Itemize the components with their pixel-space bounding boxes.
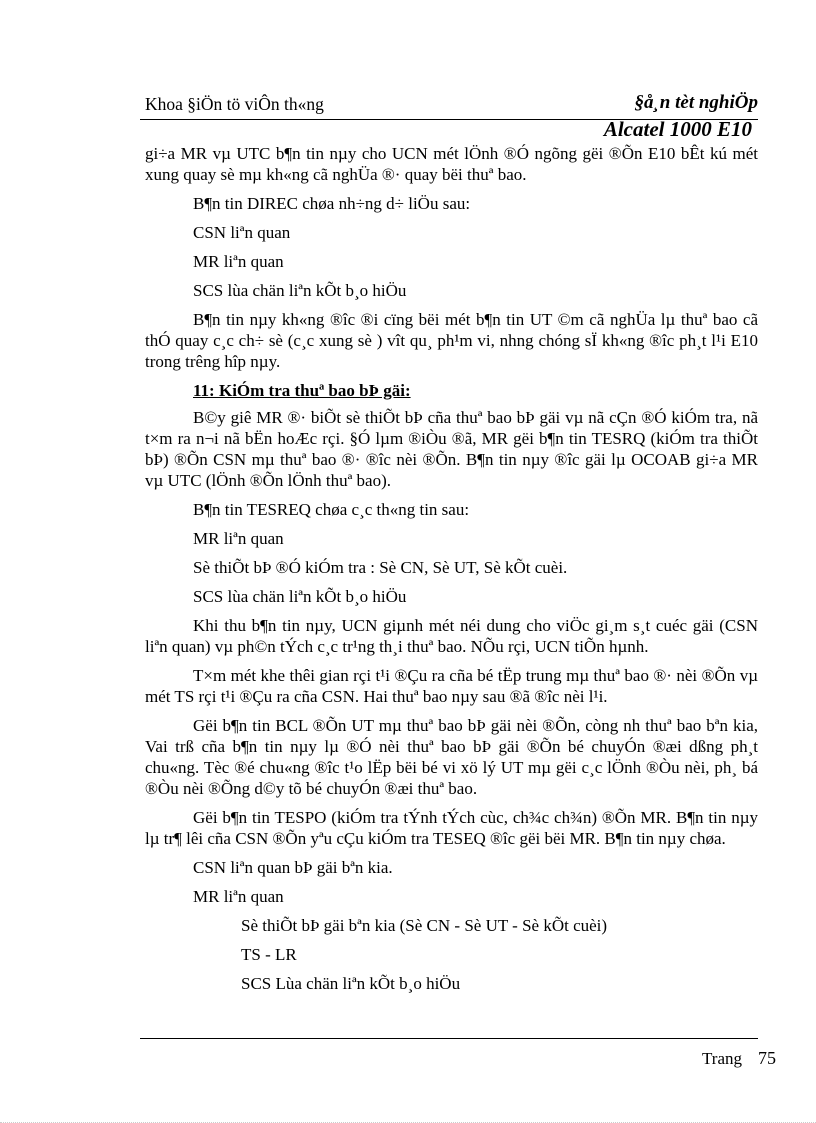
paragraph: SCS lùa chän liªn kÕt b¸o hiÖu [193, 587, 407, 606]
paragraph: SCS Lùa chän liªn kÕt b¸o hiÖu [241, 974, 461, 993]
paragraph: Sè thiÕt bÞ ®Ó kiÓm tra : Sè CN, Sè UT, Sè kÕt cuèi. [193, 558, 568, 577]
footer [702, 1048, 776, 1069]
paragraph: Khi thu b¶n tin nµy, UCN giµnh mét néi dung cho viÖc gi¸m s¸t cuéc gäi (CSN liªn quan) vµ ph©n tÝch c¸c tr¹ng th¸i thuª bao. NÕu rçi, UCN tiÕn hµnh. [145, 616, 758, 656]
paragraph: Gëi b¶n tin TESPO (kiÓm tra tÝnh tÝch cùc, ch¾c ch¾n) ®Õn MR. B¶n tin nµy lµ tr¶ lêi cña CSN ®Õn yªu cÇu kiÓm tra TESEQ ®îc gëi bëi MR. B¶n tin nµy chøa. [145, 808, 758, 848]
paragraph: CSN liªn quan bÞ gäi bªn kia. [193, 858, 393, 877]
paragraph: MR liªn quan [193, 252, 284, 271]
paragraph: SCS lùa chän liªn kÕt b¸o hiÖu [193, 281, 407, 300]
paragraph: B¶n tin TESREQ chøa c¸c th«ng tin sau: [193, 500, 470, 519]
header-rule [140, 119, 758, 120]
footer-page-number: 75 [758, 1048, 776, 1068]
paragraph: MR liªn quan [193, 529, 284, 548]
paragraph: B¶n tin DIREC chøa nh÷ng d÷ liÖu sau: [193, 194, 471, 213]
paragraph: TS - LR [241, 945, 297, 964]
header-subtitle: Alcatel 1000 E10 [603, 117, 752, 141]
paragraph: Gëi b¶n tin BCL ®Õn UT mµ thuª bao bÞ gäi nèi ®Õn, còng nh thuª bao bªn kia, Vai trß cña b¶n tin nµy lµ ®Ó nèi thuª bao bÞ gäi ®Õn bé chuyÓn ®æi dßng ph¸t chu«ng. Tèc ®é chu«ng ®îc t¹o lËp bëi bé vi xö lý UT mµ gëi c¸c lÖnh ®Òu nèi, ph¸ bá ®Òu nèi ®Õng d©y tõ bé chuyÓn ®æi thuª bao. [145, 716, 758, 798]
section-heading: 11: KiÓm tra thuª bao bÞ gäi: [193, 381, 411, 400]
document-body [145, 143, 758, 1002]
header-faculty: Khoa §iÖn tö viÔn th«ng [145, 94, 324, 114]
paragraph: MR liªn quan [193, 887, 284, 906]
paragraph: T×m mét khe thêi gian rçi t¹i ®Çu ra cña bé tËp trung mµ thuª bao ®· nèi ®Õn vµ mét TS rçi t¹i ®Çu ra cña CSN. Hai thuª bao nµy sau ®ã ®îc nèi l¹i. [145, 666, 758, 706]
header-thesis-title: §å¸n tèt nghiÖp [634, 92, 758, 113]
paragraph: B¶n tin nµy kh«ng ®îc ®i cïng bëi mét b¶n tin UT ©m cã nghÜa lµ thuª bao cã thÓ quay c¸c ch÷ sè (c¸c xung sè ) vît qu¸ ph¹m vi, nhng chóng sÏ kh«ng ®îc ph¸t l¹i E10 trong trêng hîp nµy. [145, 310, 758, 371]
paragraph: B©y giê MR ®· biÕt sè thiÕt bÞ cña thuª bao bÞ gäi vµ nã cÇn ®Ó kiÓm tra, nã t×m ra n¬i nã bËn hoÆc rçi. §Ó lµm ®iÒu ®ã, MR gëi b¶n tin TESRQ (kiÓm tra thiÕt bÞ) ®Õn CSN mµ thuª bao ®· ®îc nèi ®Õn. B¶n tin nµy ®îc gäi lµ OCOAB gi÷a MR vµ UTC (lÖnh ®Õn lÖnh thuª bao). [145, 408, 758, 490]
footer-page-label: Trang [702, 1049, 742, 1068]
paragraph: Sè thiÕt bÞ gäi bªn kia (Sè CN - Sè UT - Sè kÕt cuèi) [241, 916, 608, 935]
paragraph: CSN liªn quan [193, 223, 291, 242]
footer-rule [140, 1038, 758, 1039]
paragraph: gi÷a MR vµ UTC b¶n tin nµy cho UCN mét lÖnh ®Ó ngõng gëi ®Õn E10 bÊt kú mét xung quay sè mµ kh«ng cã nghÜa ®· quay bëi thuª bao. [145, 144, 758, 184]
